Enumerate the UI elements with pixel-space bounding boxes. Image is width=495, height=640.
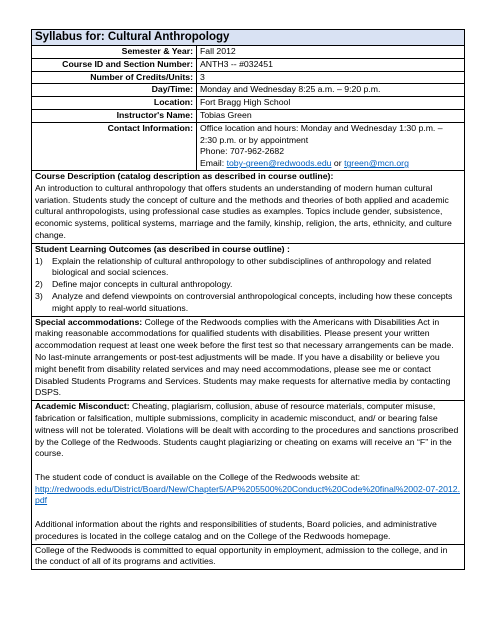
list-text: Analyze and defend viewpoints on controversial anthropological concepts, including how these concepts might apply to real-world situations. (52, 290, 453, 313)
list-item (35, 291, 461, 315)
spacer (35, 507, 461, 519)
list-text: Explain the relationship of cultural anthropology to other subdisciplines of anthropology and related biological and social sciences. (52, 255, 432, 278)
info-label: Number of Credits/Units: (32, 71, 197, 84)
info-label: Course ID and Section Number: (32, 58, 197, 71)
academic-misconduct-section (32, 401, 464, 545)
info-row-instructor (32, 109, 464, 122)
info-row-contact (32, 122, 464, 170)
list-item (35, 256, 461, 280)
course-description-heading: Course Description (catalog description as described in course outline): (35, 170, 334, 181)
equal-opportunity-text: College of the Redwoods is committed to equal opportunity in employment, admission to the college, and in the conduct of all of its programs and activities. (35, 544, 448, 567)
list-number: 2) (35, 279, 43, 290)
conduct-code-text: The student code of conduct is available on the College of the Redwoods website at: (35, 471, 361, 482)
phone: Phone: 707-962-2682 (200, 146, 285, 157)
learning-outcomes-heading: Student Learning Outcomes (as described in course outline) : (35, 243, 290, 254)
info-label: Location: (32, 97, 197, 110)
info-row-semester (32, 46, 464, 58)
info-row-course-id (32, 58, 464, 71)
equal-opportunity-section (32, 545, 464, 570)
info-value: Tobias Green (197, 109, 465, 122)
learning-outcomes-section (32, 244, 464, 317)
email-link-secondary[interactable]: tgreen@mcn.org (344, 158, 409, 169)
document-title: Syllabus for: Cultural Anthropology (32, 30, 464, 46)
rights-info-text: Additional information about the rights and responsibilities of students, Board policies, and administrative procedures is located in the college catalog and on the College of the Redwoods homepage. (35, 519, 437, 541)
special-accommodations-section (32, 317, 464, 402)
learning-outcomes-list (35, 256, 461, 315)
course-description-section (32, 171, 464, 244)
special-accommodations-text (35, 317, 461, 400)
list-number: 1) (35, 255, 43, 266)
email-prefix: Email: (200, 158, 227, 169)
info-label: Contact Information: (32, 122, 197, 170)
info-value: Fall 2012 (197, 46, 465, 58)
info-label: Instructor's Name: (32, 109, 197, 122)
academic-misconduct-text (35, 401, 461, 460)
info-row-day-time (32, 84, 464, 97)
spacer (35, 460, 461, 472)
academic-misconduct-body: Cheating, plagiarism, collusion, abuse of resource materials, computer misuse, fabrication or falsification, multiple submissions, complicity in academic misconduct, and/ or bearing false witness will not be tolerated. Violations will be dealt with according to the procedures and sanctions proscribed by the College of the Redwoods. Students caught plagiarizing or cheating on exams will receive an “F” in the course. (35, 401, 459, 459)
info-value: Fort Bragg High School (197, 97, 465, 110)
special-accommodations-heading: Special accommodations: (35, 316, 143, 327)
email-line (200, 158, 461, 170)
info-value: 3 (197, 71, 465, 84)
info-row-location (32, 97, 464, 110)
syllabus-document (31, 29, 465, 570)
list-number: 3) (35, 290, 43, 301)
info-label: Day/Time: (32, 84, 197, 97)
list-text: Define major concepts in cultural anthropology. (52, 279, 233, 290)
contact-value (197, 122, 465, 170)
academic-misconduct-heading: Academic Misconduct: (35, 401, 130, 412)
info-row-credits (32, 71, 464, 84)
info-value: Monday and Wednesday 8:25 a.m. – 9:20 p.m. (197, 84, 465, 97)
email-link-primary[interactable]: toby-green@redwoods.edu (226, 158, 332, 169)
course-info-table (32, 46, 464, 171)
email-or: or (331, 158, 345, 169)
info-label: Semester & Year: (32, 46, 197, 58)
info-value: ANTH3 -- #032451 (197, 58, 465, 71)
special-accommodations-body: College of the Redwoods complies with the Americans with Disabilities Act in making reasonable accommodations for qualified students with disabilities. Please present your written accommodation request at least one week before the first test so that necessary arrangements can be made. No last-minute arrangements or post-test adjustments will be made. If you have a disability or believe you might benefit from disability related services and may need accommodations, please see me or contact Disabled Students Programs and Services. Students may make requests for alternative media by contacting DSPS. (35, 316, 454, 398)
list-item (35, 279, 461, 291)
course-description-body: An introduction to cultural anthropology that offers students an understanding of modern human cultural variation. Students study the concept of culture and the methods and theories of both applied and academic cultural anthropologists, using professional case studies as examples. Topics include gender, subsistence, economic systems, political systems, marriage and the family, kinship, religion, the arts, ethnicity, and culture change. (35, 182, 452, 240)
office-hours: Office location and hours: Monday and Wednesday 1:30 p.m. – 2:30 p.m. or by appointment (200, 122, 443, 145)
conduct-code-link[interactable]: http://redwoods.edu/District/Board/New/Chapter5/AP%205500%20Conduct%20Code%20final%2002-07-2012.pdf (35, 483, 460, 506)
